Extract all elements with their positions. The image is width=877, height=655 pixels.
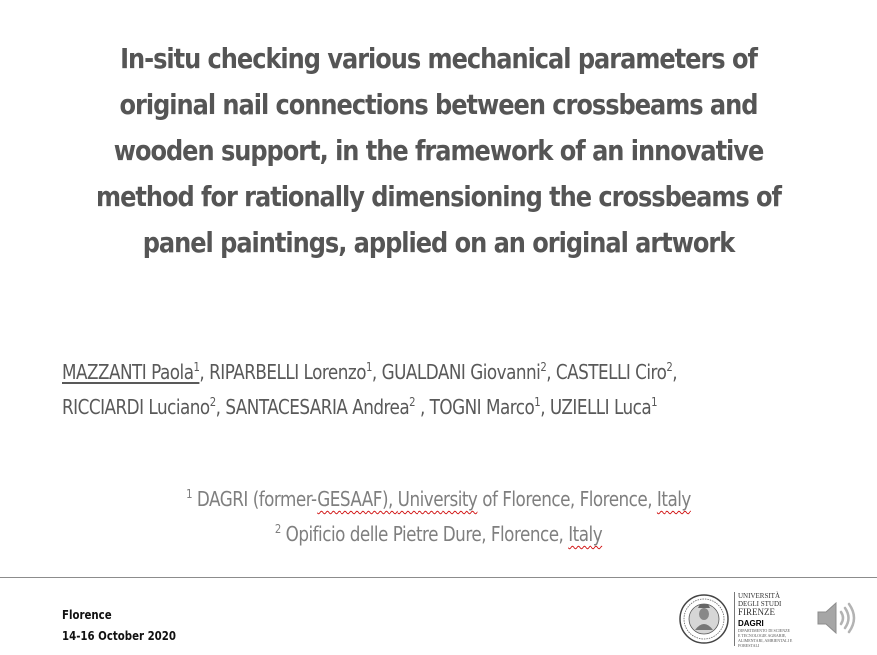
author: GUALDANI Giovanni$^2$: [381, 360, 547, 384]
university-logo: [678, 590, 810, 648]
slide-title: In-situ checking various mechanical parameters of original nail connections between crossbeams and wooden support, in the framework of an innovative method for rationally dimensioning the crossbeams of panel paintings, applied on an original artwork: [96, 42, 781, 259]
affiliations: [104, 482, 773, 552]
logo-text: UNIVERSITÀ DEGLI STUDI FIRENZE DAGRI DIPARTIMENTO DI SCIENZE E TECNOLOGIE AGRARIE, ALIMENTARI, AMBIENTALI E FORESTALI: [738, 592, 793, 648]
university-seal-icon: [678, 590, 734, 648]
author: RICCIARDI Luciano$^2$: [62, 395, 216, 419]
conference-dates: 14-16 October 2020: [62, 629, 176, 643]
author: CASTELLI Ciro$^2$: [555, 360, 673, 384]
author: TOGNI Marco$^1$: [429, 395, 541, 419]
author: SANTACESARIA Andrea$^2$: [225, 395, 416, 419]
footer-divider: [0, 577, 877, 578]
affiliation-1: $^1$ DAGRI (former-GESAAF), University of Florence, Florence, Italy: [186, 487, 691, 511]
conference-city: Florence: [62, 608, 112, 622]
author-list: MAZZANTI Paola$^1$, RIPARBELLI Lorenzo$^1$, GUALDANI Giovanni$^2$, CASTELLI Ciro$^2$, RICCIARDI Luciano$^2$, SANTACESARIA Andrea$^2$ , TOGNI Marco$^1$, UZIELLI Luca$^1$: [62, 360, 678, 419]
conference-info: [62, 605, 176, 647]
affiliation-2: $^2$ Opificio delle Pietre Dure, Florence, Italy: [274, 522, 603, 546]
speaker-icon[interactable]: [814, 598, 860, 638]
author: RIPARBELLI Lorenzo$^1$: [209, 360, 372, 384]
author-presenter: MAZZANTI Paola$^1$: [62, 360, 200, 384]
logo-divider: [734, 592, 735, 646]
author: UZIELLI Luca$^1$: [549, 395, 658, 419]
